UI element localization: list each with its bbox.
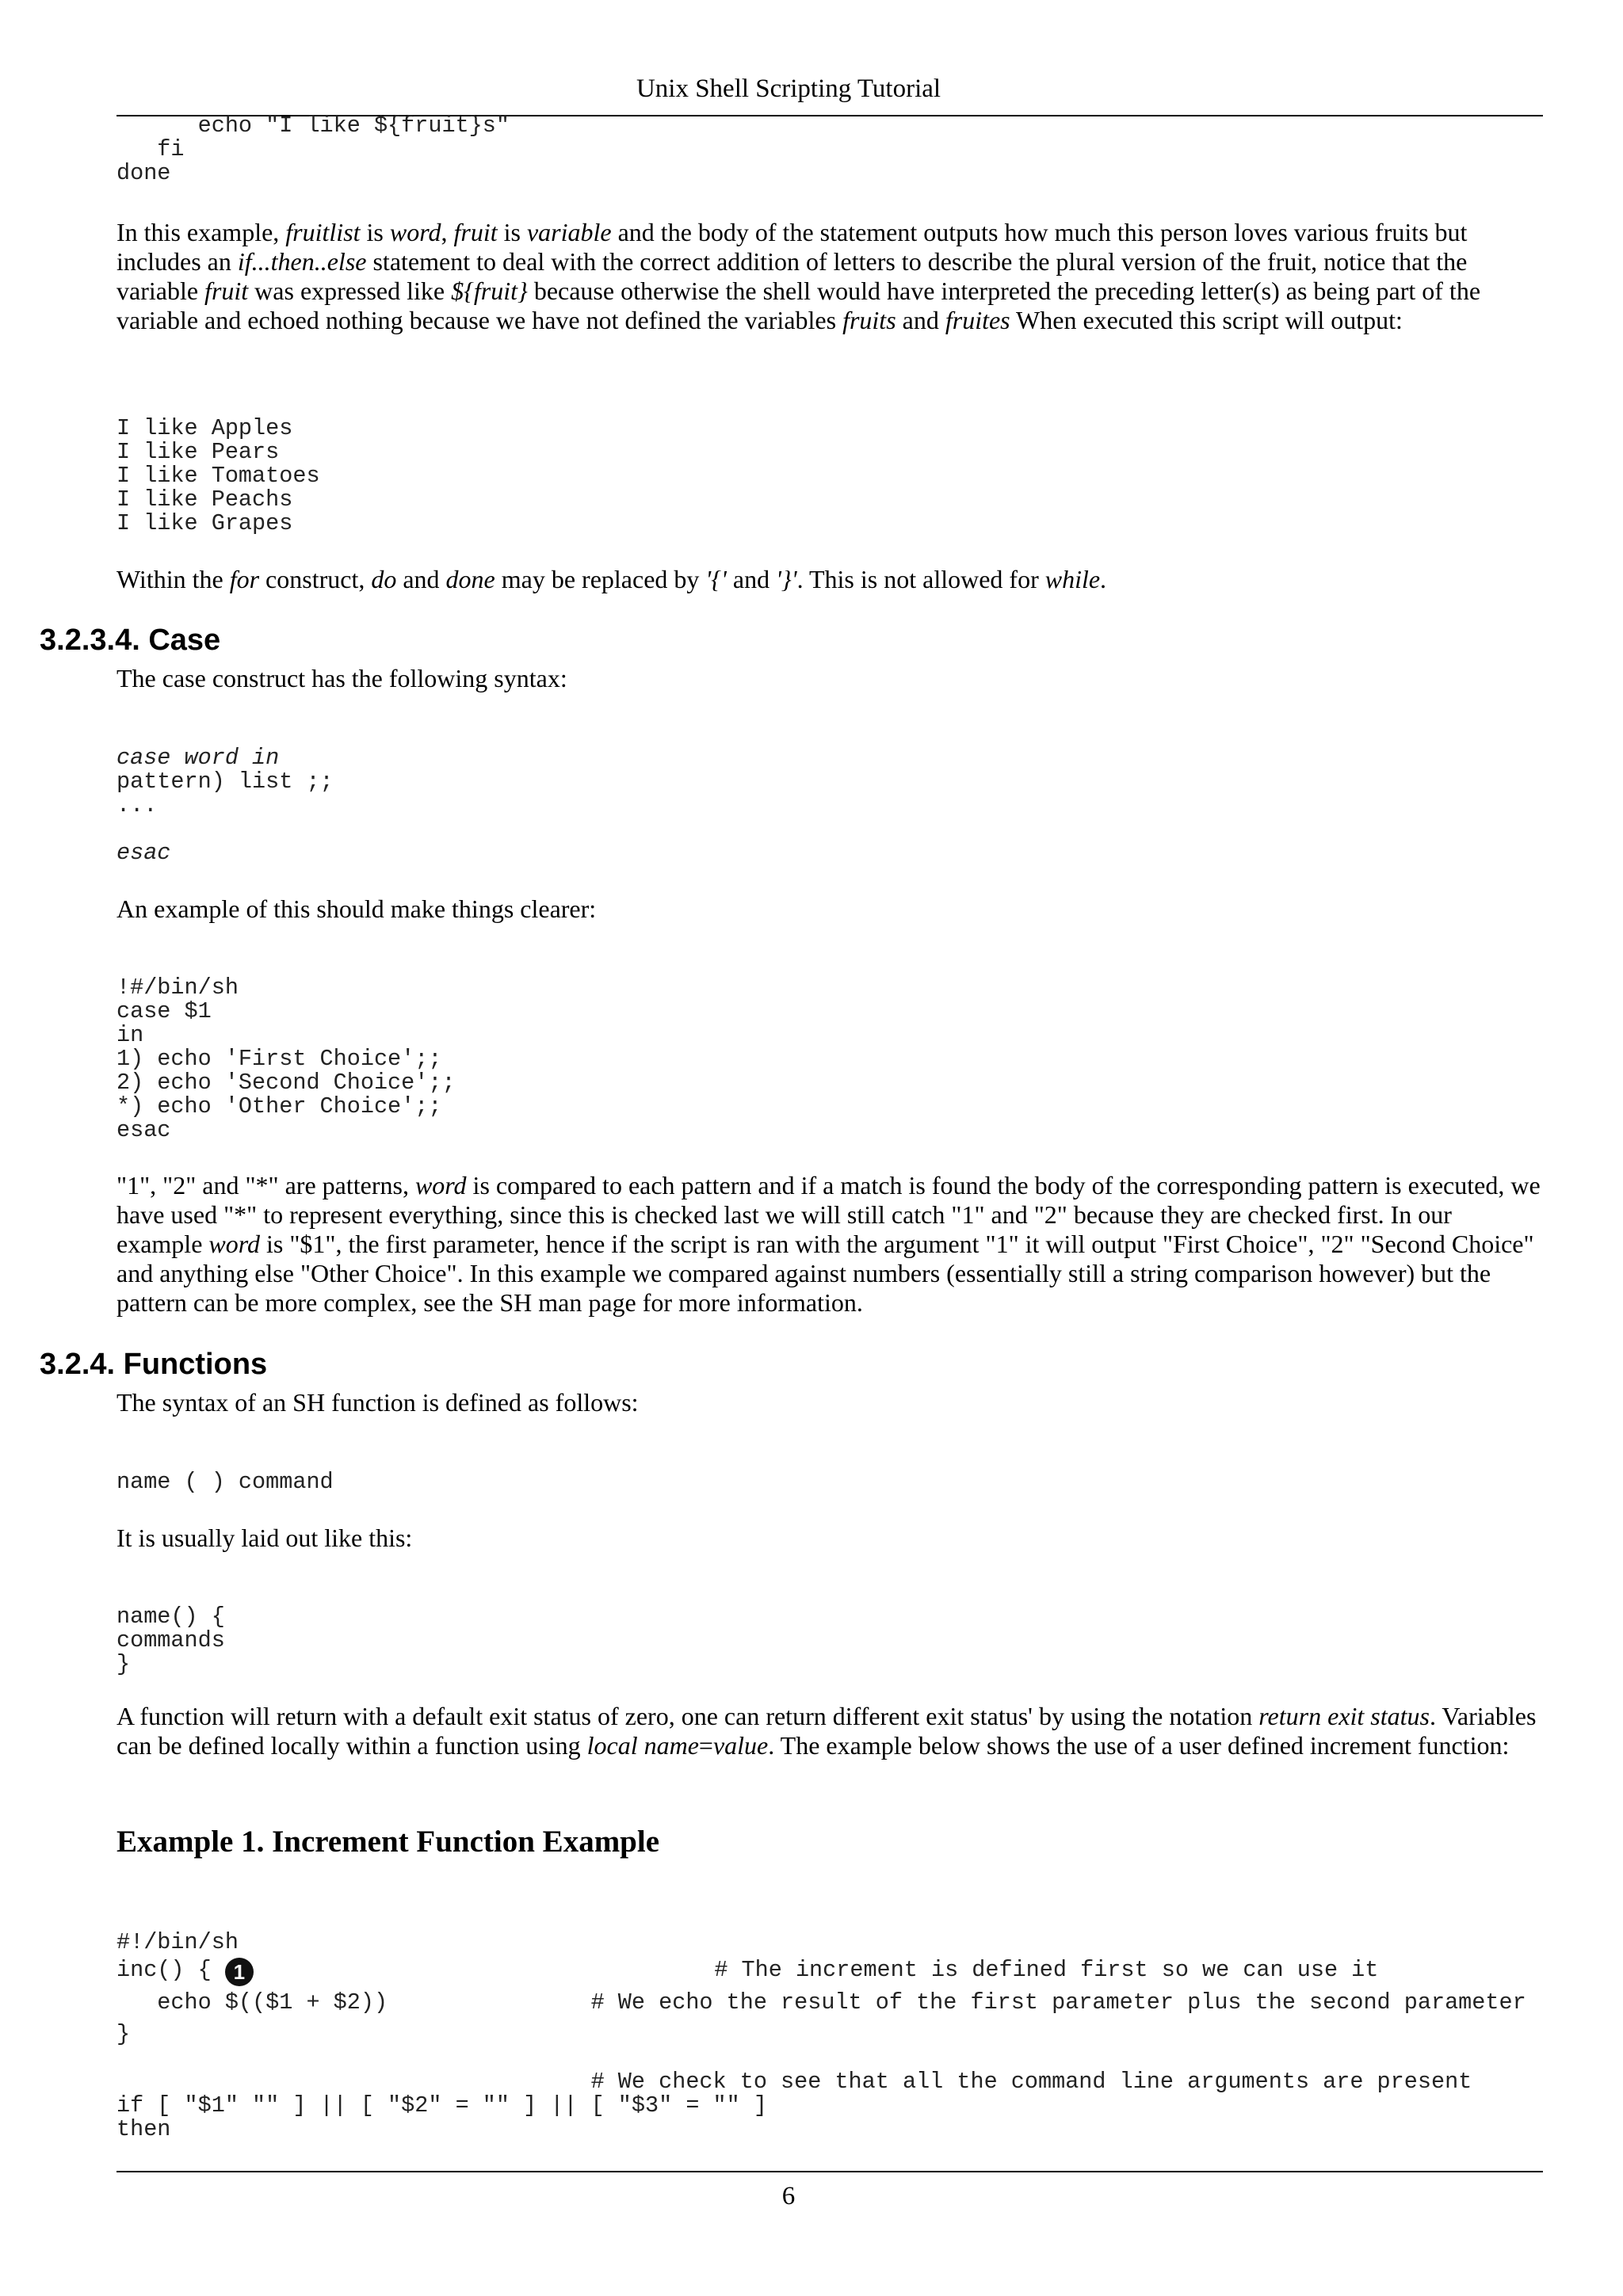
code-line: 2) echo 'Second Choice';; [116, 1070, 456, 1096]
code-line: } [116, 1651, 131, 1677]
footer-rule [116, 2171, 1543, 2172]
code-block-fruit-tail [116, 114, 510, 185]
code-line: I like Grapes [116, 510, 293, 536]
code-line: esac [116, 1117, 171, 1143]
code-block-function-layout [116, 1605, 225, 1676]
code-line: I like Pears [116, 439, 280, 465]
code-line: name() { [116, 1604, 225, 1630]
paragraph-case-intro: The case construct has the following syntax: [116, 664, 567, 692]
code-line: *) echo 'Other Choice';; [116, 1093, 442, 1119]
code-line: 1) echo 'First Choice';; [116, 1046, 442, 1072]
code-line: name ( ) command [116, 1469, 334, 1495]
paragraph-laid-out: It is usually laid out like this: [116, 1524, 413, 1552]
code-block-function-syntax [116, 1470, 334, 1494]
code-block-case-example [116, 976, 456, 1142]
code-line: # The increment is defined first so we can use it [253, 1957, 1379, 1983]
code-line: pattern) list ;; [116, 769, 334, 795]
code-line: I like Apples [116, 415, 293, 441]
paragraph-for-construct: Within the for construct, do and done may be replaced by '{' and '}'. This is not allowed for while. [116, 565, 1107, 593]
code-block-increment-example [116, 1931, 1526, 2142]
code-line: case word in [116, 745, 280, 771]
code-line: esac [116, 840, 171, 866]
code-line: I like Tomatoes [116, 463, 320, 489]
paragraph-example-intro: An example of this should make things clearer: [116, 894, 597, 923]
paragraph-patterns: "1", "2" and "*" are patterns, word is compared to each pattern and if a match is found the body of the corresponding pattern is executed, we have used "*" to represent everything, since this is checked last we will still catch "1" and "2" because they are checked first. In our example word is "$1", the first parameter, hence if the script is ran with the argument "1" it will output "First Choice", "2" "Second Choice" and anything else "Other Choice". In this example we compared against numbers (essentially still a string comparison however) but the pattern can be more complex, see the SH man page for more information. [116, 1171, 1541, 1317]
code-line: commands [116, 1627, 225, 1653]
code-line: echo "I like ${fruit}s" [116, 113, 510, 139]
callout-1-icon: 1 [225, 1958, 254, 1986]
code-line: !#/bin/sh [116, 974, 239, 1001]
example-title: Example 1. Increment Function Example [116, 1825, 660, 1859]
code-line: if [ "$1" "" ] || [ "$2" = "" ] || [ "$3" = "" ] [116, 2092, 767, 2119]
code-line: done [116, 160, 171, 186]
code-line: in [116, 1022, 144, 1048]
code-line: } [116, 2021, 131, 2047]
running-header: Unix Shell Scripting Tutorial [636, 74, 941, 103]
paragraph-functions-intro: The syntax of an SH function is defined as follows: [116, 1388, 639, 1417]
section-heading-case: 3.2.3.4. Case [40, 624, 221, 657]
section-heading-functions: 3.2.4. Functions [40, 1348, 268, 1381]
code-line: # We check to see that all the command line arguments are present [116, 2069, 1472, 2095]
code-line: ... [116, 792, 158, 818]
paragraph-return-status: A function will return with a default exit status of zero, one can return different exit status' by using the notation return exit status. Variables can be defined locally within a function using local name=value. The example below shows the use of a user defined increment function: [116, 1702, 1537, 1760]
code-line: case $1 [116, 998, 212, 1024]
code-line: #!/bin/sh [116, 1929, 239, 1955]
code-line: then [116, 2116, 171, 2142]
page-number: 6 [781, 2182, 796, 2210]
paragraph-fruit-explanation: In this example, fruitlist is word, fruit is variable and the body of the statement outputs how much this person loves various fruits but includes an if...then..else statement to deal with the correct addition of letters to describe the plural version of the fruit, notice that the variable fruit was expressed like ${fruit} because otherwise the shell would have interpreted the preceding letter(s) as being part of the variable and echoed nothing because we have not defined the variables fruits and fruites When executed this script will output: [116, 218, 1481, 334]
code-line: I like Peachs [116, 486, 293, 513]
code-line: fi [116, 136, 185, 162]
code-block-script-output [116, 417, 320, 536]
code-block-case-syntax [116, 746, 334, 865]
code-line: inc() { [116, 1957, 225, 1983]
code-line: echo $(($1 + $2)) # We echo the result of the first parameter plus the second parameter [116, 1989, 1526, 2016]
